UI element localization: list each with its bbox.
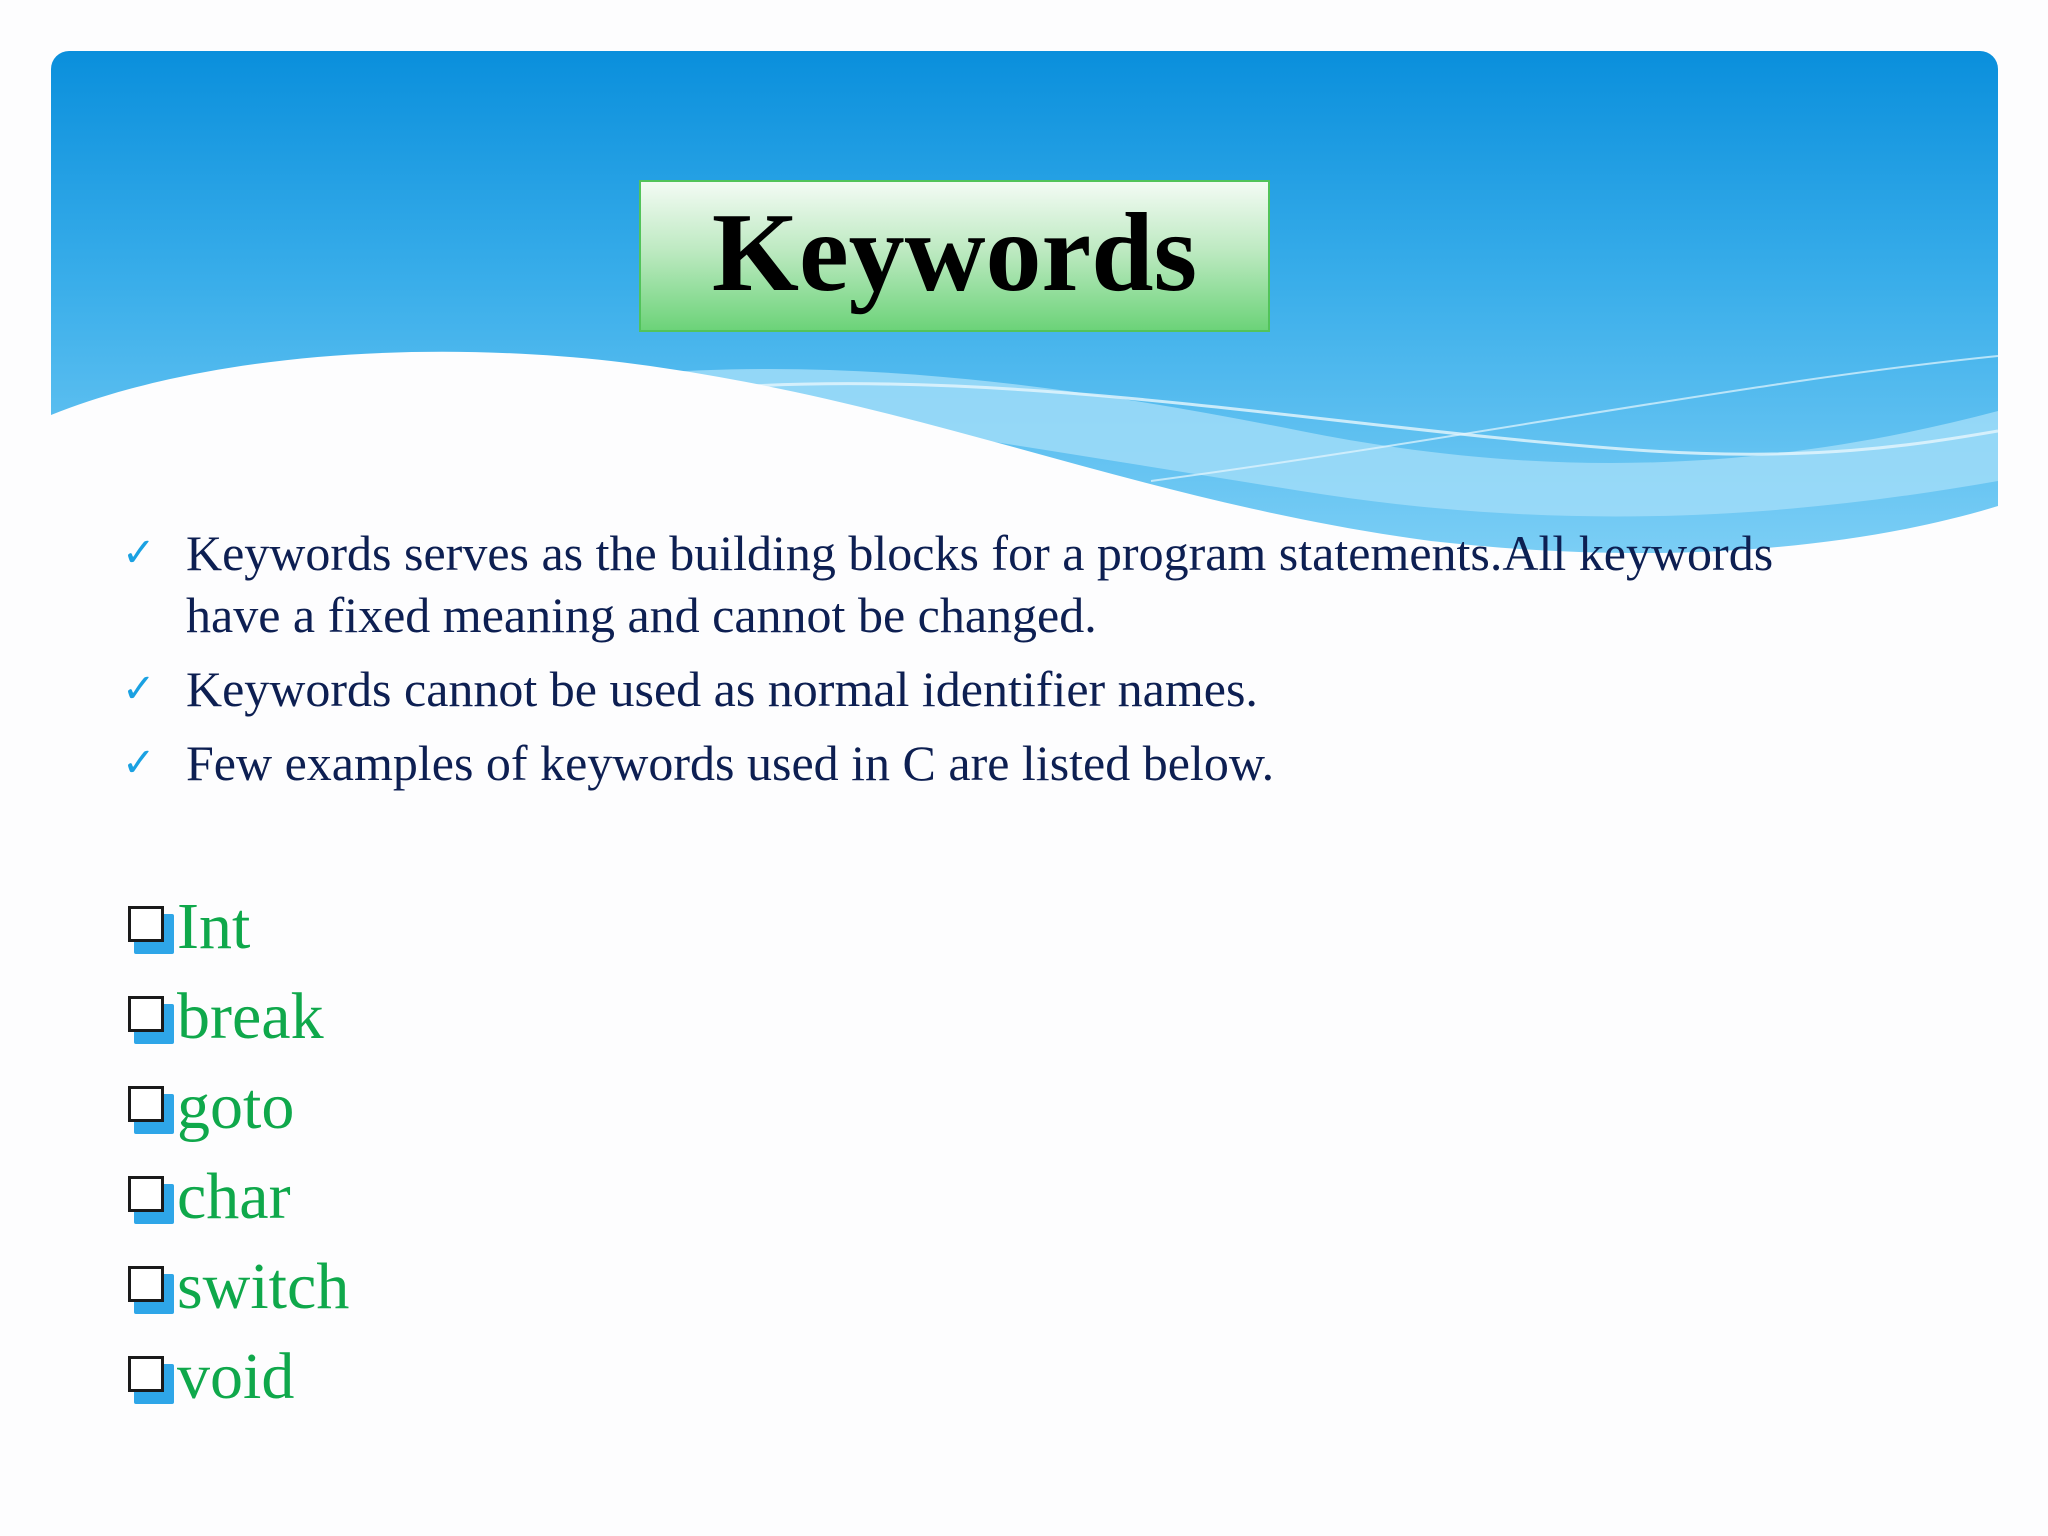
- square-box-icon: [128, 906, 168, 948]
- bullet-item: [122, 732, 1822, 794]
- bullet-text: Keywords serves as the building blocks for a program statements.All keywords have a fixed meaning and cannot be changed.: [186, 525, 1774, 643]
- checkmark-icon: ✓: [122, 530, 156, 576]
- bullet-list: [122, 522, 1822, 806]
- keyword-item: [128, 972, 349, 1062]
- keyword-label: void: [177, 1340, 295, 1413]
- keyword-list: [128, 882, 349, 1422]
- square-box-icon: [128, 1176, 168, 1218]
- keyword-label: switch: [177, 1250, 350, 1323]
- square-box-icon: [128, 1356, 168, 1398]
- square-box-icon: [128, 1086, 168, 1128]
- title-box: [639, 180, 1270, 332]
- keyword-item: [128, 882, 349, 972]
- keyword-label: break: [177, 980, 324, 1053]
- checkmark-icon: ✓: [122, 666, 156, 712]
- keyword-label: Int: [177, 890, 251, 963]
- square-box-icon: [128, 996, 168, 1038]
- checkmark-icon: ✓: [122, 740, 156, 786]
- bullet-item: [122, 522, 1822, 646]
- bullet-item: [122, 658, 1822, 720]
- bullet-text: Few examples of keywords used in C are listed below.: [186, 735, 1275, 791]
- keyword-label: char: [177, 1160, 291, 1233]
- keyword-item: [128, 1242, 349, 1332]
- keyword-item: [128, 1332, 349, 1422]
- square-box-icon: [128, 1266, 168, 1308]
- slide-title: Keywords: [711, 191, 1198, 315]
- bullet-text: Keywords cannot be used as normal identifier names.: [186, 661, 1258, 717]
- keyword-item: [128, 1152, 349, 1242]
- keyword-item: [128, 1062, 349, 1152]
- keyword-label: goto: [177, 1070, 295, 1143]
